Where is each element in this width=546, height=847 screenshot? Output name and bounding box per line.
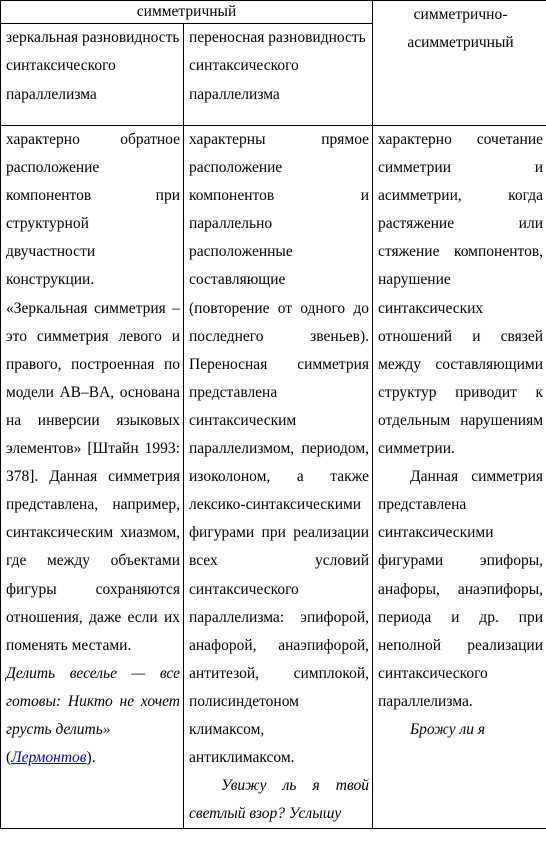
mirror-example-open: ( [6, 749, 12, 767]
author-link[interactable]: Лермонтов [11, 749, 87, 767]
symasym-paragraph-1: характерно сочетание симметрии и асимметрии, когда растяжение или стяжение компонентов, нарушение синтаксических отношений и связей между составляющими структур приводит к отдельным нарушениям симметрии. [378, 131, 544, 458]
content-row [1, 126, 546, 829]
header-row [1, 1, 546, 24]
header-symmetric-asymmetric: симметрично-асимметричный [373, 1, 546, 126]
transfer-paragraph-1: характерны прямое расположение компонентов и параллельно расположенные составляющие (повторение от одного до последнего звеньев). Переносная симметрия представлена синтаксическим параллелизмом, периодом, изоколоном, а также лексико-синтаксическими фигурами при реализации всех условий синтаксического параллелизма: эпифорой, анафорой, анаэпифорой, антитезой, симплокой, полисиндетоном климаксом, антиклимаксом. [189, 131, 370, 767]
symasym-paragraph-2: Данная симметрия представлена синтаксическими фигурами эпифоры, анафоры, анаэпифоры, периода и др. при неполной реализации синтаксического параллелизма. [378, 468, 544, 710]
transfer-example [189, 772, 369, 828]
transfer-description [184, 126, 373, 829]
mirror-example-text: Делить веселье — все готовы: Никто не хочет грусть делить» [6, 664, 180, 738]
symasym-example-text: Брожу ли я [410, 720, 486, 738]
mirror-example [6, 660, 180, 772]
mirror-paragraph-1: характерно обратное расположение компонентов при структурной двучастности конструкции. [6, 131, 180, 289]
header-mirror-type: зеркальная разновидность синтаксического параллелизма [1, 24, 184, 126]
symasym-example [378, 716, 543, 744]
mirror-description [1, 126, 184, 829]
mirror-paragraph-2: «Зеркальная симметрия – это симметрия левого и правого, построенная по модели AB–BA, основана на инверсии языковых элементов» [Штайн 1993: 378]. Данная симметрия представлена, например, синтаксическим хиазмом, где между объектами фигуры сохраняются отношения, даже если их поменять местами. [6, 299, 180, 654]
symmetric-asymmetric-description [373, 126, 546, 829]
header-symmetric: симметричный [1, 1, 373, 24]
transfer-example-text: Увижу ль я твой светлый взор? Услышу [189, 777, 370, 823]
mirror-example-close: ). [86, 749, 96, 767]
header-transfer-type: переносная разновидность синтаксического параллелизма [184, 24, 373, 126]
